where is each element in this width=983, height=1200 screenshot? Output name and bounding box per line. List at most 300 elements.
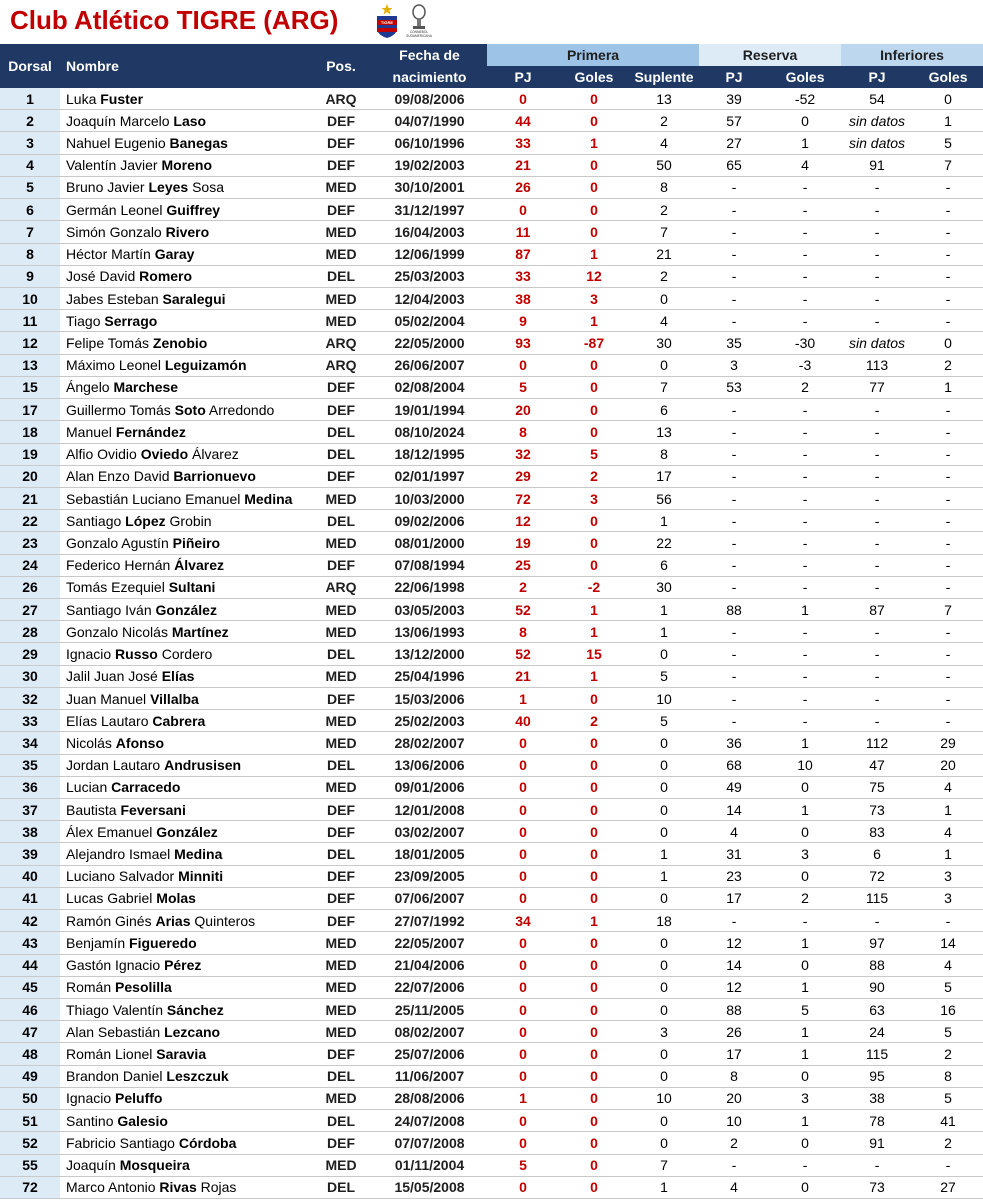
table-row [0, 487, 983, 509]
table-row [0, 1132, 983, 1154]
table-row [0, 843, 983, 865]
dorsal-cell: 9 [0, 265, 60, 287]
primera-pj-cell: 19 [487, 532, 559, 554]
inferiores-pj-cell: - [841, 910, 913, 932]
inferiores-goles-cell: 4 [913, 821, 983, 843]
surname: Oviedo [140, 446, 189, 463]
primera-pj-cell: 0 [487, 776, 559, 798]
primera-suplente-cell: 50 [629, 154, 699, 176]
position-cell: DEF [310, 799, 372, 821]
given-names: Federico Hernán [66, 557, 175, 574]
table-row [0, 732, 983, 754]
inferiores-pj-cell: 6 [841, 843, 913, 865]
inferiores-pj-cell: 87 [841, 599, 913, 621]
reserva-goles-cell: - [769, 399, 841, 421]
primera-suplente-cell: 21 [629, 243, 699, 265]
inferiores-goles-cell: 20 [913, 754, 983, 776]
inferiores-goles-cell: - [913, 710, 983, 732]
table-row [0, 1176, 983, 1198]
reserva-pj-cell: 14 [699, 954, 769, 976]
reserva-pj-cell: 36 [699, 732, 769, 754]
header-dorsal: Dorsal [0, 44, 60, 88]
position-cell: MED [310, 287, 372, 309]
reserva-pj-cell: 35 [699, 332, 769, 354]
reserva-pj-cell: - [699, 465, 769, 487]
inferiores-goles-cell: - [913, 265, 983, 287]
primera-goles-cell: 0 [559, 887, 629, 909]
position-cell: DEL [310, 1065, 372, 1087]
reserva-goles-cell: - [769, 687, 841, 709]
dorsal-cell: 47 [0, 1021, 60, 1043]
table-row [0, 576, 983, 598]
reserva-pj-cell: 20 [699, 1087, 769, 1109]
birthdate-cell: 25/02/2003 [372, 710, 487, 732]
surname: Molas [156, 890, 196, 907]
table-row [0, 710, 983, 732]
inferiores-goles-cell: - [913, 554, 983, 576]
tigre-crest-icon [375, 4, 399, 43]
reserva-pj-cell: 4 [699, 1176, 769, 1198]
reserva-pj-cell: 39 [699, 88, 769, 110]
given-names: Ignacio [66, 646, 116, 663]
inferiores-pj-cell: - [841, 465, 913, 487]
position-cell: MED [310, 976, 372, 998]
name-cell [60, 532, 310, 554]
reserva-pj-cell: 2 [699, 1132, 769, 1154]
primera-goles-cell: 0 [559, 954, 629, 976]
primera-goles-cell: 1 [559, 243, 629, 265]
surname: Sultani [168, 579, 216, 596]
birthdate-cell: 03/05/2003 [372, 599, 487, 621]
reserva-pj-cell: 65 [699, 154, 769, 176]
primera-goles-cell: 2 [559, 710, 629, 732]
position-cell: DEL [310, 643, 372, 665]
page-title: Club Atlético TIGRE (ARG) [10, 5, 339, 35]
inferiores-goles-cell: 7 [913, 154, 983, 176]
birthdate-cell: 07/07/2008 [372, 1132, 487, 1154]
reserva-goles-cell: -3 [769, 354, 841, 376]
primera-suplente-cell: 1 [629, 865, 699, 887]
table-row [0, 910, 983, 932]
reserva-goles-cell: 0 [769, 1176, 841, 1198]
table-row [0, 554, 983, 576]
birthdate-cell: 12/04/2003 [372, 287, 487, 309]
inferiores-pj-cell: - [841, 199, 913, 221]
given-names: Manuel [66, 423, 116, 440]
inferiores-goles-cell: - [913, 1154, 983, 1176]
dorsal-cell: 23 [0, 532, 60, 554]
primera-goles-cell: 0 [559, 1110, 629, 1132]
name-cell [60, 998, 310, 1020]
given-names: Guillermo Tomás [66, 401, 175, 418]
inferiores-pj-cell: 75 [841, 776, 913, 798]
header-fecha [372, 44, 487, 88]
primera-pj-cell: 0 [487, 843, 559, 865]
position-cell: DEL [310, 510, 372, 532]
surname: Banegas [169, 135, 228, 152]
dorsal-cell: 4 [0, 154, 60, 176]
given-names: Simón Gonzalo [66, 223, 166, 240]
birthdate-cell: 19/01/1994 [372, 399, 487, 421]
position-cell: MED [310, 487, 372, 509]
reserva-goles-cell: 2 [769, 376, 841, 398]
reserva-goles-cell: - [769, 710, 841, 732]
primera-goles-cell: 0 [559, 843, 629, 865]
primera-goles-cell: 0 [559, 399, 629, 421]
reserva-pj-cell: 53 [699, 376, 769, 398]
primera-pj-cell: 33 [487, 265, 559, 287]
primera-pj-cell: 0 [487, 199, 559, 221]
surname: Mosqueira [119, 1157, 190, 1174]
surname: Álvarez [174, 557, 224, 574]
primera-pj-cell: 0 [487, 1132, 559, 1154]
inferiores-pj-cell: - [841, 421, 913, 443]
reserva-goles-cell: - [769, 487, 841, 509]
birthdate-cell: 08/01/2000 [372, 532, 487, 554]
given-names: Tomás Ezequiel [66, 579, 169, 596]
table-row [0, 665, 983, 687]
reserva-goles-cell: 1 [769, 1021, 841, 1043]
reserva-goles-cell: - [769, 421, 841, 443]
given-names: Gonzalo Agustín [66, 534, 173, 551]
primera-goles-cell: 0 [559, 421, 629, 443]
primera-suplente-cell: 10 [629, 1087, 699, 1109]
reserva-pj-cell: - [699, 176, 769, 198]
given-names: Santiago Iván [66, 601, 156, 618]
birthdate-cell: 12/06/1999 [372, 243, 487, 265]
inferiores-goles-cell: - [913, 443, 983, 465]
inferiores-goles-cell: 16 [913, 998, 983, 1020]
reserva-goles-cell: 4 [769, 154, 841, 176]
surname: Saralegui [162, 290, 226, 307]
surname: Figueredo [129, 934, 197, 951]
svg-text:SUDAMERICANA: SUDAMERICANA [406, 34, 432, 38]
inferiores-goles-cell: 27 [913, 1176, 983, 1198]
reserva-goles-cell: 1 [769, 799, 841, 821]
inferiores-goles-cell: 41 [913, 1110, 983, 1132]
position-cell: DEL [310, 1110, 372, 1132]
dorsal-cell: 10 [0, 287, 60, 309]
table-row [0, 643, 983, 665]
primera-suplente-cell: 0 [629, 776, 699, 798]
surname: Elías [161, 668, 195, 685]
primera-pj-cell: 0 [487, 1043, 559, 1065]
reserva-goles-cell: - [769, 443, 841, 465]
dorsal-cell: 28 [0, 621, 60, 643]
position-cell: DEL [310, 1176, 372, 1198]
reserva-pj-cell: 12 [699, 976, 769, 998]
inferiores-pj-cell: - [841, 310, 913, 332]
primera-goles-cell: 0 [559, 88, 629, 110]
given-names: Lucas Gabriel [66, 890, 157, 907]
primera-pj-cell: 1 [487, 1087, 559, 1109]
given-names: Ignacio [66, 1090, 116, 1107]
dorsal-cell: 50 [0, 1087, 60, 1109]
reserva-pj-cell: - [699, 310, 769, 332]
name-cell [60, 1021, 310, 1043]
surname: Russo [115, 646, 158, 663]
birthdate-cell: 03/02/2007 [372, 821, 487, 843]
inferiores-pj-cell: 88 [841, 954, 913, 976]
position-cell: MED [310, 310, 372, 332]
primera-goles-cell: 1 [559, 310, 629, 332]
reserva-goles-cell: - [769, 510, 841, 532]
inferiores-goles-cell: - [913, 421, 983, 443]
birthdate-cell: 18/12/1995 [372, 443, 487, 465]
position-cell: MED [310, 1154, 372, 1176]
primera-suplente-cell: 0 [629, 998, 699, 1020]
table-row [0, 687, 983, 709]
dorsal-cell: 44 [0, 954, 60, 976]
name-cell [60, 88, 310, 110]
inferiores-pj-cell: 38 [841, 1087, 913, 1109]
given-names: Elías Lautaro [66, 712, 153, 729]
primera-goles-cell: 0 [559, 1132, 629, 1154]
header-pos: Pos. [310, 44, 372, 88]
birthdate-cell: 25/07/2006 [372, 1043, 487, 1065]
header-primera-goles: Goles [559, 66, 629, 88]
primera-suplente-cell: 0 [629, 1065, 699, 1087]
position-cell: ARQ [310, 88, 372, 110]
name-cell [60, 754, 310, 776]
primera-suplente-cell: 0 [629, 354, 699, 376]
primera-suplente-cell: 0 [629, 1110, 699, 1132]
table-row [0, 754, 983, 776]
inferiores-goles-cell: 29 [913, 732, 983, 754]
surname: González [155, 601, 217, 618]
dorsal-cell: 45 [0, 976, 60, 998]
birthdate-cell: 09/02/2006 [372, 510, 487, 532]
table-row [0, 821, 983, 843]
inferiores-goles-cell: - [913, 621, 983, 643]
position-cell: MED [310, 1087, 372, 1109]
surname: Galesio [117, 1112, 168, 1129]
svg-text:TIGRE: TIGRE [380, 20, 394, 25]
table-row [0, 1154, 983, 1176]
primera-suplente-cell: 13 [629, 88, 699, 110]
inferiores-pj-cell: - [841, 554, 913, 576]
primera-goles-cell: 0 [559, 1154, 629, 1176]
birthdate-cell: 26/06/2007 [372, 354, 487, 376]
inferiores-pj-cell: sin datos [841, 332, 913, 354]
primera-pj-cell: 0 [487, 1065, 559, 1087]
table-row [0, 998, 983, 1020]
dorsal-cell: 13 [0, 354, 60, 376]
reserva-goles-cell: - [769, 199, 841, 221]
dorsal-cell: 29 [0, 643, 60, 665]
primera-goles-cell: 2 [559, 465, 629, 487]
inferiores-goles-cell: 0 [913, 332, 983, 354]
primera-goles-cell: 0 [559, 1065, 629, 1087]
inferiores-goles-cell: 0 [913, 88, 983, 110]
reserva-goles-cell: -30 [769, 332, 841, 354]
inferiores-pj-cell: - [841, 710, 913, 732]
primera-pj-cell: 9 [487, 310, 559, 332]
primera-suplente-cell: 0 [629, 799, 699, 821]
given-names: Jalil Juan José [66, 668, 162, 685]
given-names: Nahuel Eugenio [66, 135, 170, 152]
inferiores-pj-cell: - [841, 1154, 913, 1176]
dorsal-cell: 42 [0, 910, 60, 932]
birthdate-cell: 01/11/2004 [372, 1154, 487, 1176]
position-cell: ARQ [310, 332, 372, 354]
primera-suplente-cell: 3 [629, 1021, 699, 1043]
primera-pj-cell: 26 [487, 176, 559, 198]
inferiores-pj-cell: 54 [841, 88, 913, 110]
birthdate-cell: 22/05/2007 [372, 932, 487, 954]
inferiores-goles-cell: - [913, 176, 983, 198]
primera-suplente-cell: 4 [629, 132, 699, 154]
birthdate-cell: 09/08/2006 [372, 88, 487, 110]
reserva-pj-cell: - [699, 421, 769, 443]
birthdate-cell: 15/05/2008 [372, 1176, 487, 1198]
reserva-goles-cell: -52 [769, 88, 841, 110]
inferiores-pj-cell: 77 [841, 376, 913, 398]
name-cell [60, 665, 310, 687]
reserva-pj-cell: - [699, 243, 769, 265]
surname: Córdoba [178, 1134, 237, 1151]
inferiores-pj-cell: sin datos [841, 132, 913, 154]
inferiores-goles-cell: 5 [913, 976, 983, 998]
given-names: Gastón Ignacio [66, 957, 165, 974]
primera-goles-cell: 0 [559, 776, 629, 798]
table-row [0, 621, 983, 643]
birthdate-cell: 16/04/2003 [372, 221, 487, 243]
primera-goles-cell: 5 [559, 443, 629, 465]
name-cell [60, 443, 310, 465]
primera-suplente-cell: 4 [629, 310, 699, 332]
surname: Marchese [113, 379, 179, 396]
primera-suplente-cell: 56 [629, 487, 699, 509]
surname: Leguizamón [164, 357, 247, 374]
dorsal-cell: 39 [0, 843, 60, 865]
header-primera: Primera [487, 44, 699, 66]
inferiores-goles-cell: - [913, 510, 983, 532]
position-cell: DEF [310, 821, 372, 843]
dorsal-cell: 40 [0, 865, 60, 887]
inferiores-pj-cell: - [841, 243, 913, 265]
table-row [0, 243, 983, 265]
name-cell [60, 643, 310, 665]
given-names: Felipe Tomás [66, 335, 153, 352]
inferiores-pj-cell: 91 [841, 1132, 913, 1154]
surname: Andrusisen [164, 757, 242, 774]
surname: Medina [174, 846, 223, 863]
reserva-goles-cell: - [769, 665, 841, 687]
inferiores-goles-cell: 2 [913, 1043, 983, 1065]
dorsal-cell: 2 [0, 110, 60, 132]
second-surname: Rojas [196, 1179, 237, 1196]
given-names: Benjamín [66, 934, 130, 951]
table-row [0, 932, 983, 954]
header-inferiores: Inferiores [841, 44, 983, 66]
primera-pj-cell: 34 [487, 910, 559, 932]
second-surname: Sosa [188, 179, 224, 196]
primera-suplente-cell: 7 [629, 221, 699, 243]
surname: Saravia [156, 1046, 207, 1063]
reserva-goles-cell: - [769, 554, 841, 576]
header-reserva-goles: Goles [769, 66, 841, 88]
birthdate-cell: 07/08/1994 [372, 554, 487, 576]
inferiores-pj-cell: 83 [841, 821, 913, 843]
name-cell [60, 287, 310, 309]
table-row [0, 887, 983, 909]
inferiores-goles-cell: 1 [913, 799, 983, 821]
name-cell [60, 554, 310, 576]
reserva-goles-cell: - [769, 643, 841, 665]
primera-suplente-cell: 0 [629, 821, 699, 843]
surname: Barrionuevo [173, 468, 256, 485]
primera-pj-cell: 21 [487, 665, 559, 687]
reserva-goles-cell: - [769, 265, 841, 287]
given-names: Ángelo [66, 379, 114, 396]
reserva-pj-cell: - [699, 621, 769, 643]
surname: Sánchez [166, 1001, 224, 1018]
primera-suplente-cell: 0 [629, 643, 699, 665]
reserva-pj-cell: - [699, 687, 769, 709]
name-cell [60, 110, 310, 132]
table-row [0, 443, 983, 465]
birthdate-cell: 18/01/2005 [372, 843, 487, 865]
primera-pj-cell: 2 [487, 576, 559, 598]
given-names: Nicolás [66, 734, 116, 751]
surname: Peluffo [115, 1090, 163, 1107]
inferiores-pj-cell: - [841, 443, 913, 465]
position-cell: DEF [310, 376, 372, 398]
reserva-goles-cell: 1 [769, 1110, 841, 1132]
birthdate-cell: 25/04/1996 [372, 665, 487, 687]
inferiores-goles-cell: - [913, 243, 983, 265]
surname: Guiffrey [166, 201, 221, 218]
reserva-pj-cell: 17 [699, 1043, 769, 1065]
given-names: Santiago [66, 512, 126, 529]
surname: Cabrera [152, 712, 206, 729]
reserva-goles-cell: 5 [769, 998, 841, 1020]
reserva-goles-cell: 2 [769, 887, 841, 909]
primera-goles-cell: 0 [559, 532, 629, 554]
reserva-pj-cell: - [699, 554, 769, 576]
primera-pj-cell: 8 [487, 621, 559, 643]
name-cell [60, 976, 310, 998]
reserva-pj-cell: 88 [699, 998, 769, 1020]
position-cell: MED [310, 710, 372, 732]
surname: Carracedo [111, 779, 181, 796]
inferiores-goles-cell: 5 [913, 1087, 983, 1109]
inferiores-goles-cell: - [913, 310, 983, 332]
dorsal-cell: 19 [0, 443, 60, 465]
position-cell: DEF [310, 910, 372, 932]
inferiores-pj-cell: 91 [841, 154, 913, 176]
primera-pj-cell: 33 [487, 132, 559, 154]
birthdate-cell: 08/10/2024 [372, 421, 487, 443]
header-primera-pj: PJ [487, 66, 559, 88]
dorsal-cell: 7 [0, 221, 60, 243]
primera-goles-cell: 1 [559, 132, 629, 154]
header-fecha-line1: Fecha de [399, 47, 460, 63]
primera-goles-cell: 0 [559, 998, 629, 1020]
surname: Zenobio [152, 335, 208, 352]
reserva-pj-cell: 57 [699, 110, 769, 132]
primera-goles-cell: 0 [559, 1087, 629, 1109]
position-cell: DEF [310, 132, 372, 154]
inferiores-pj-cell: - [841, 399, 913, 421]
primera-goles-cell: 0 [559, 554, 629, 576]
given-names: Marco Antonio [66, 1179, 160, 1196]
table-row [0, 154, 983, 176]
table-row [0, 976, 983, 998]
given-names: Héctor Martín [66, 246, 155, 263]
header-nombre: Nombre [60, 44, 310, 88]
